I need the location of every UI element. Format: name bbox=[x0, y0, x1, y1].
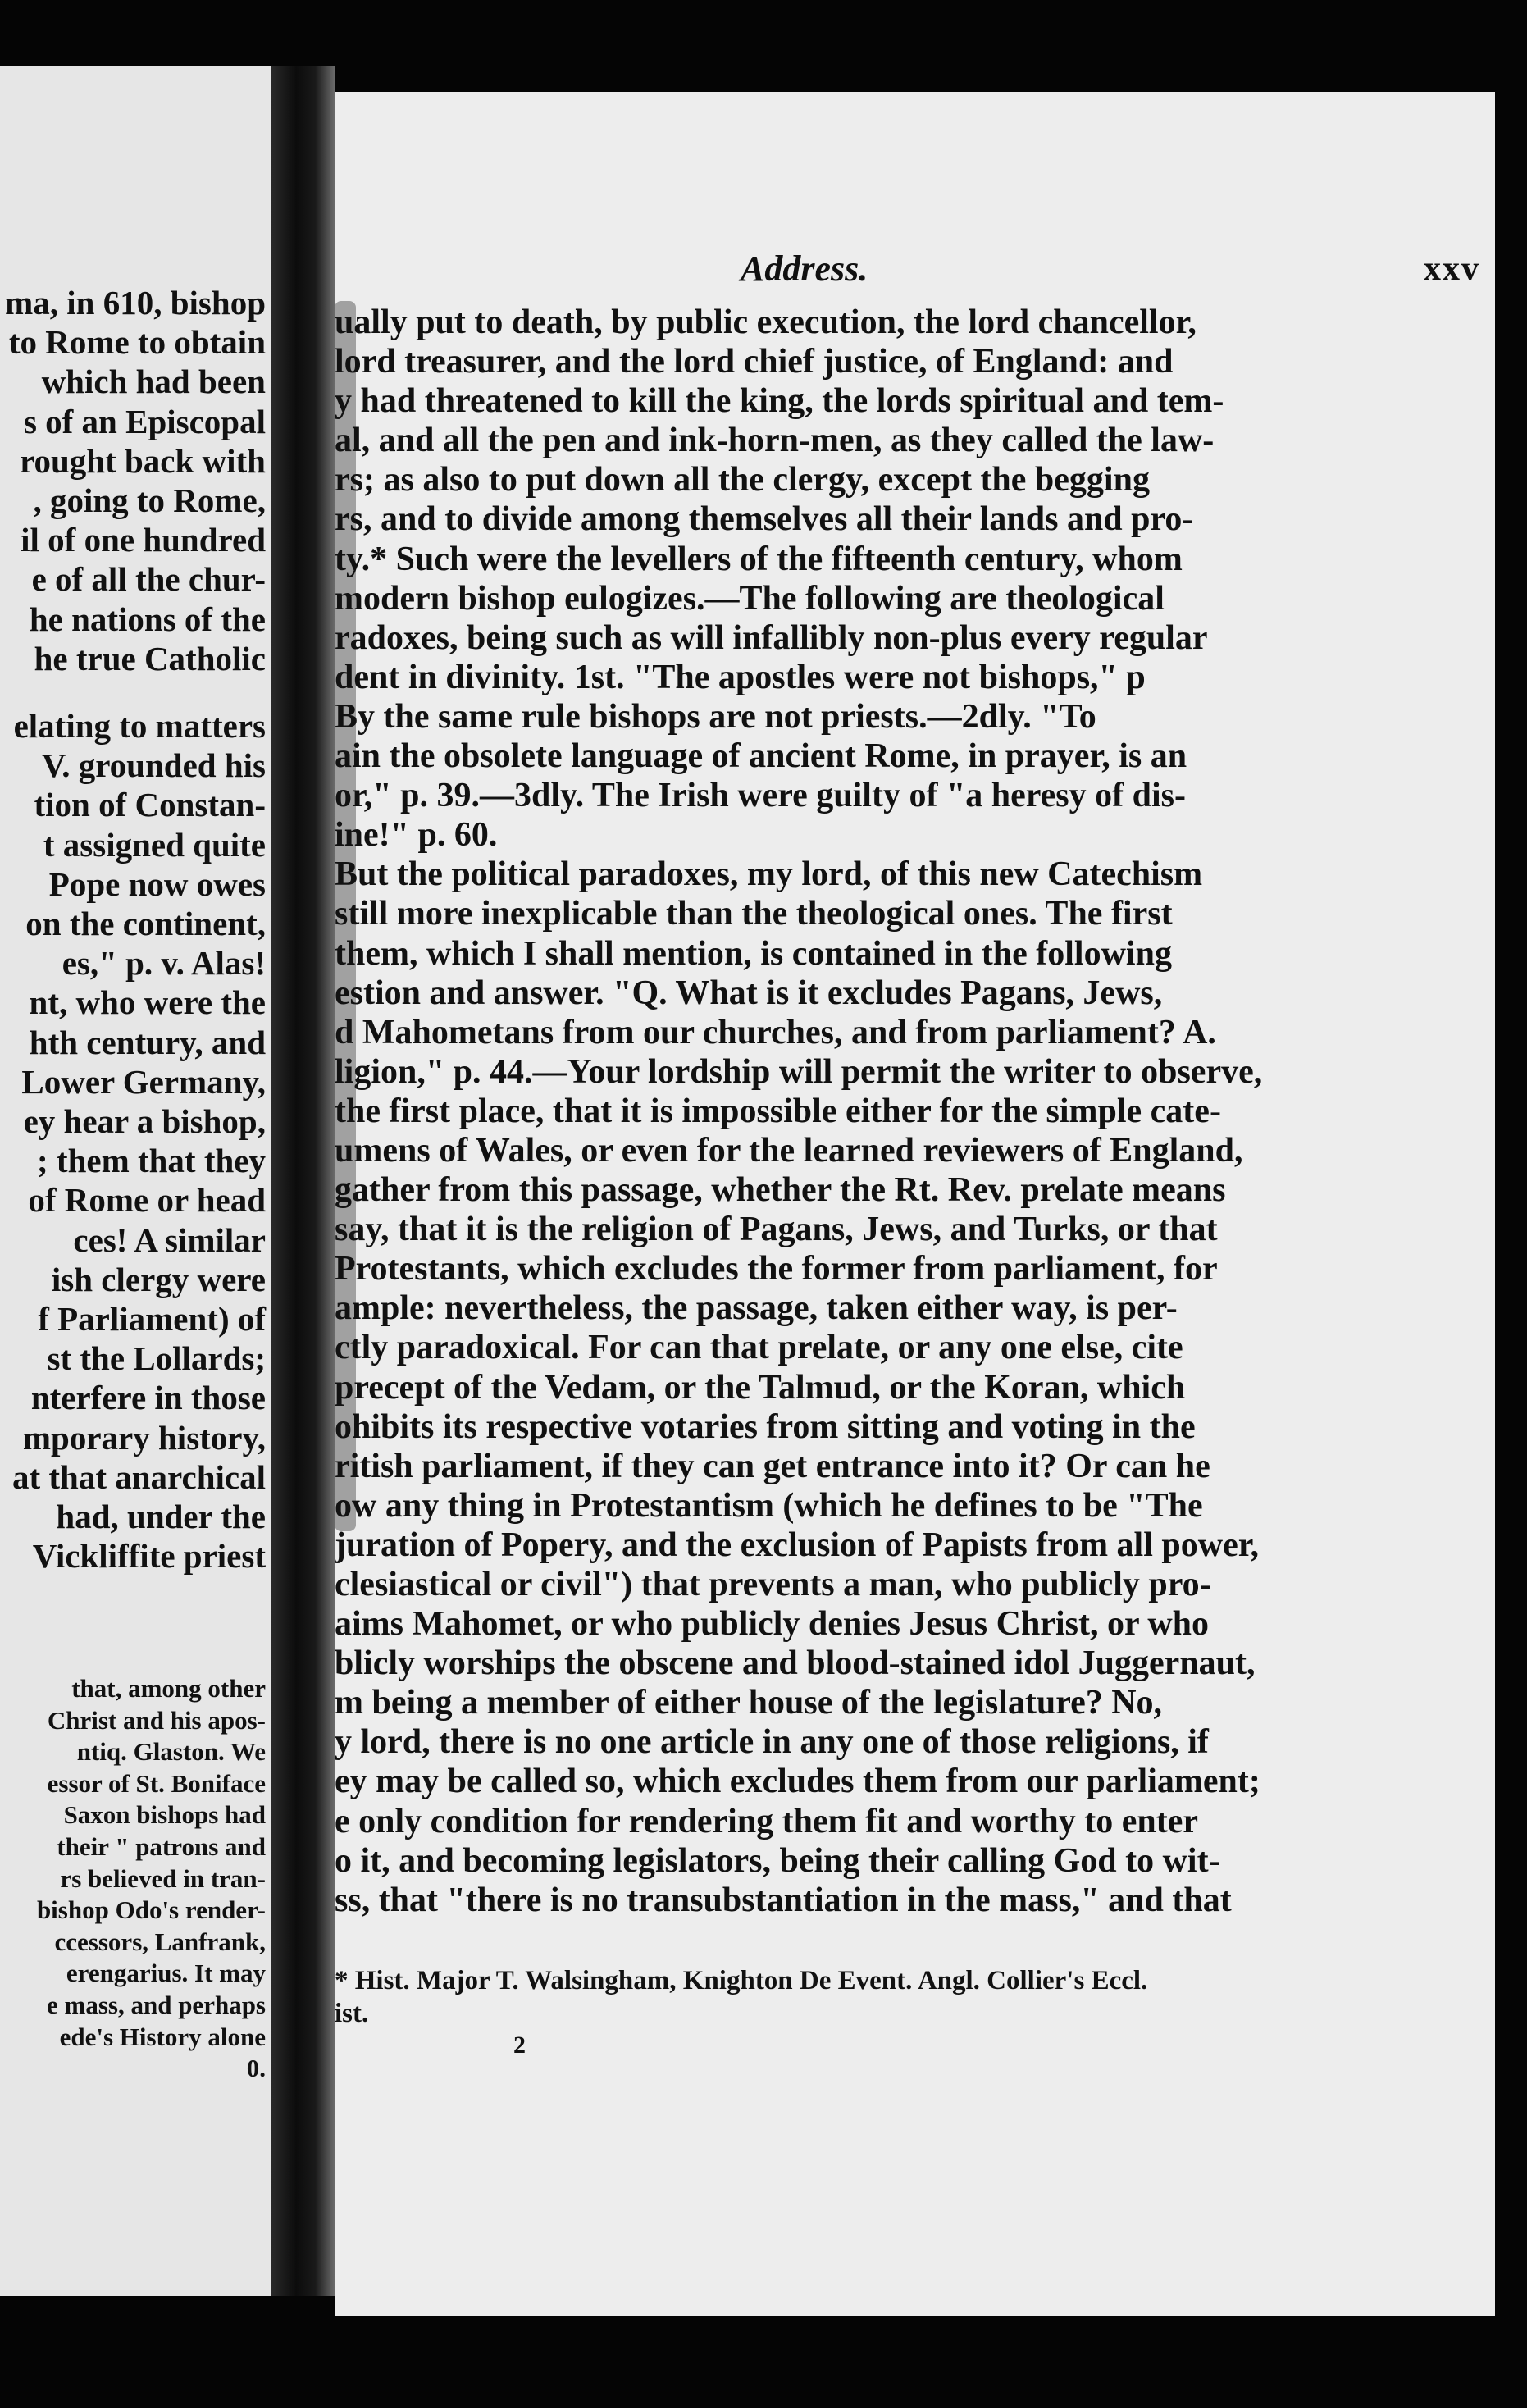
text-line: ain the obsolete language of ancient Rome, in prayer, is an bbox=[335, 737, 1187, 776]
signature-mark: 2 bbox=[513, 2032, 526, 2059]
text-line: il of one hundred bbox=[21, 521, 266, 559]
text-line: or," p. 39.—3dly. The Irish were guilty of "a heresy of dis- bbox=[335, 777, 1186, 815]
text-line: mporary history, bbox=[22, 1418, 266, 1457]
text-line: estion and answer. "Q. What is it excludes Pagans, Jews, bbox=[335, 974, 1163, 1012]
text-line: e of all the chur- bbox=[31, 560, 266, 599]
text-line: gather from this passage, whether the Rt. Rev. prelate means bbox=[335, 1171, 1226, 1210]
text-line: ritish parliament, if they can get entrance into it? Or can he bbox=[335, 1447, 1210, 1485]
text-line: ine!" p. 60. bbox=[335, 816, 498, 855]
text-line: ish clergy were bbox=[51, 1260, 266, 1298]
text-line: V. grounded his bbox=[41, 746, 266, 785]
text-line: at that anarchical bbox=[11, 1457, 266, 1496]
running-title: Address. bbox=[741, 249, 868, 289]
text-line: ually put to death, by public execution, the lord chancellor, bbox=[335, 303, 1197, 341]
footnote-line: rs believed in tran- bbox=[60, 1863, 266, 1893]
text-line: st the Lollards; bbox=[47, 1339, 266, 1378]
text-line: Vickliffite priest bbox=[32, 1537, 266, 1576]
text-line: the first place, that it is impossible either for the simple cate- bbox=[335, 1092, 1221, 1130]
text-line: o it, and becoming legislators, being their calling God to wit- bbox=[335, 1841, 1220, 1880]
left-page-text bbox=[0, 283, 266, 1576]
text-line: clesiastical or civil") that prevents a man, who publicly pro- bbox=[335, 1566, 1211, 1603]
footnote-line: that, among other bbox=[71, 1674, 266, 1703]
page-number: xxv bbox=[1424, 250, 1480, 288]
text-line: ample: nevertheless, the passage, taken either way, is per- bbox=[335, 1289, 1178, 1328]
text-line: y had threatened to kill the king, the lords spiritual and tem- bbox=[335, 382, 1224, 421]
page-header bbox=[335, 248, 1495, 297]
text-line: m being a member of either house of the legislature? No, bbox=[335, 1684, 1163, 1722]
text-line: he true Catholic bbox=[34, 639, 266, 677]
text-line: hth century, and bbox=[29, 1023, 266, 1061]
text-line: ey may be called so, which excludes them from our parliament; bbox=[335, 1763, 1260, 1801]
book-gutter bbox=[271, 66, 335, 2296]
text-line: al, and all the pen and ink-horn-men, as they called the law- bbox=[335, 422, 1215, 460]
text-line: rs, and to divide among themselves all their lands and pro- bbox=[335, 500, 1194, 539]
text-line: t assigned quite bbox=[43, 825, 266, 864]
footnote-line: * Hist. Major T. Walsingham, Knighton De Event. Angl. Collier's Eccl. bbox=[335, 1966, 1148, 1995]
text-line: blicly worships the obscene and blood-stained idol Juggernaut, bbox=[335, 1644, 1256, 1683]
footnote-line: essor of St. Boniface bbox=[47, 1768, 266, 1798]
text-line: ; them that they bbox=[37, 1142, 266, 1180]
text-line: ohibits its respective votaries from sitting and voting in the bbox=[335, 1407, 1196, 1446]
text-line: ss, that "there is no transubstantiation in the mass," and that bbox=[335, 1881, 1232, 1919]
text-line: say, that it is the religion of Pagans, Jews, and Turks, or that bbox=[335, 1211, 1218, 1249]
text-line: dent in divinity. 1st. "The apostles were not bishops," p bbox=[335, 658, 1146, 696]
left-page bbox=[0, 66, 271, 2296]
text-line: es," p. v. Alas! bbox=[62, 944, 266, 983]
text-line: of Rome or head bbox=[28, 1181, 266, 1220]
text-line: precept of the Vedam, or the Talmud, or the Koran, which bbox=[335, 1368, 1186, 1407]
text-line: rs; as also to put down all the clergy, except the begging bbox=[335, 461, 1150, 499]
text-line: f Parliament) of bbox=[38, 1300, 266, 1339]
text-line: ctly paradoxical. For can that prelate, or any one else, cite bbox=[335, 1329, 1183, 1367]
text-line: , going to Rome, bbox=[33, 481, 266, 520]
text-line: y lord, there is no one article in any one of those religions, if bbox=[335, 1723, 1209, 1762]
text-line: radoxes, being such as will infallibly non-plus every regular bbox=[335, 618, 1208, 657]
text-line: But the political paradoxes, my lord, of this new Catechism bbox=[335, 855, 1203, 894]
footnote-line: their " patrons and bbox=[57, 1831, 266, 1861]
text-line: rought back with bbox=[20, 441, 266, 480]
text-line: still more inexplicable than the theological ones. The first bbox=[335, 895, 1173, 933]
right-page bbox=[335, 92, 1495, 2316]
footnote-line: ist. bbox=[335, 1999, 369, 2028]
text-line: s of an Episcopal bbox=[23, 402, 266, 440]
footnote-line: erengarius. It may bbox=[66, 1959, 266, 1988]
footnote-line: ntiq. Glaston. We bbox=[76, 1737, 266, 1767]
text-line: modern bishop eulogizes.—The following are theological bbox=[335, 579, 1165, 618]
footnote-line: 0. bbox=[246, 2054, 266, 2083]
footnote-line: ccessors, Lanfrank, bbox=[54, 1927, 266, 1956]
footnote-line: Christ and his apos- bbox=[47, 1705, 266, 1735]
text-line: ligion," p. 44.—Your lordship will permit the writer to observe, bbox=[335, 1052, 1263, 1091]
text-line: ey hear a bishop, bbox=[23, 1102, 266, 1141]
left-page-footnotes bbox=[0, 1673, 266, 2085]
text-line: aims Mahomet, or who publicly denies Jesus Christ, or who bbox=[335, 1605, 1210, 1644]
text-line: Protestants, which excludes the former from parliament, for bbox=[335, 1250, 1218, 1288]
text-line: which had been bbox=[41, 363, 266, 401]
text-line: ma, in 610, bishop bbox=[5, 284, 266, 322]
footnote-line: ede's History alone bbox=[59, 2022, 266, 2051]
text-line: nterfere in those bbox=[30, 1379, 266, 1417]
footnote-line: bishop Odo's render- bbox=[36, 1895, 266, 1925]
text-line: d Mahometans from our churches, and from parliament? A. bbox=[335, 1013, 1216, 1051]
text-line: juration of Popery, and the exclusion of Papists from all power, bbox=[335, 1526, 1260, 1564]
text-line: on the continent, bbox=[25, 905, 266, 943]
text-line: ow any thing in Protestantism (which he defines to be "The bbox=[335, 1486, 1203, 1525]
text-line: ces! A similar bbox=[73, 1220, 266, 1259]
text-line: Pope now owes bbox=[48, 864, 266, 903]
text-line: them, which I shall mention, is contained in the following bbox=[335, 934, 1172, 973]
text-line: umens of Wales, or even for the learned reviewers of England, bbox=[335, 1131, 1243, 1170]
text-line: tion of Constan- bbox=[34, 786, 266, 824]
footnote bbox=[335, 1964, 1483, 2030]
footnote-line: Saxon bishops had bbox=[63, 1800, 266, 1830]
text-line: ty.* Such were the levellers of the fifteenth century, whom bbox=[335, 540, 1183, 578]
text-line: to Rome to obtain bbox=[8, 323, 266, 362]
text-line: had, under the bbox=[56, 1498, 266, 1536]
text-line: Lower Germany, bbox=[21, 1062, 266, 1101]
text-line: nt, who were the bbox=[29, 983, 266, 1022]
body-text bbox=[335, 303, 1483, 1920]
footnote-line: e mass, and perhaps bbox=[47, 1990, 266, 2019]
ink-blot bbox=[335, 301, 356, 1531]
text-line: By the same rule bishops are not priests.—2dly. "To bbox=[335, 697, 1096, 736]
text-line: he nations of the bbox=[29, 600, 266, 638]
text-line: e only condition for rendering them fit and worthy to enter bbox=[335, 1802, 1199, 1840]
text-line: elating to matters bbox=[13, 707, 266, 746]
text-line: lord treasurer, and the lord chief justice, of England: and bbox=[335, 343, 1174, 381]
